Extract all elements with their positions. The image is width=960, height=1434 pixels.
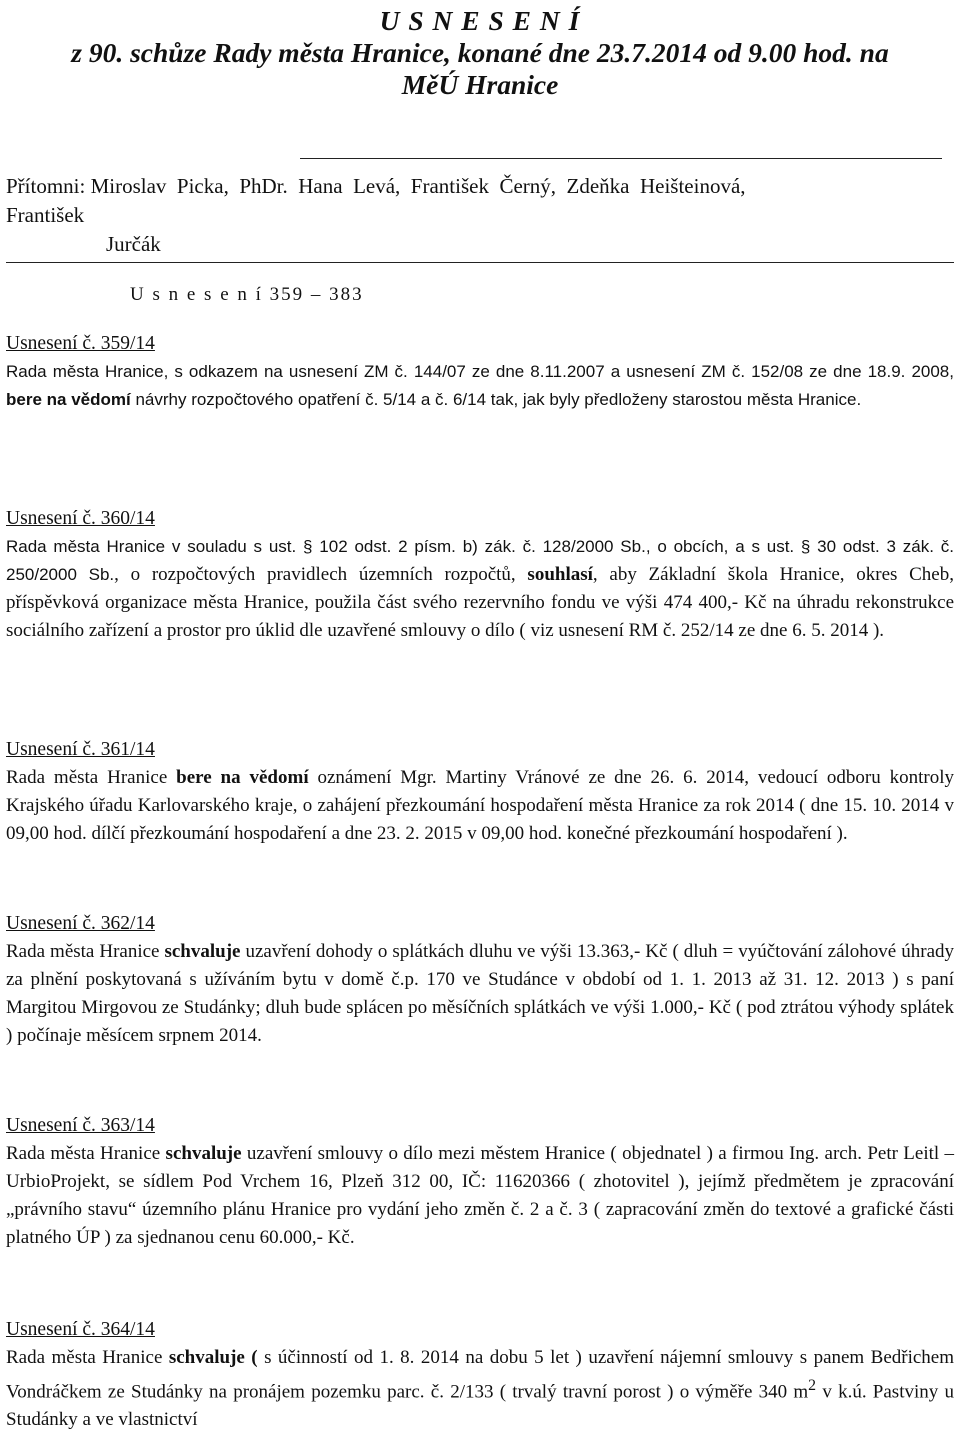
resolution-title: Usnesení č. 359/14	[6, 333, 155, 354]
resolution-text: Rada města Hranice v souladu s ust. § 102 odst. 2 písm. b) zák. č. 128/2000 Sb., o obcích, a s ust. § 30 odst. 3 zák. č. 250/2000 Sb.	[6, 537, 954, 584]
meeting-location: MěÚ Hranice	[401, 69, 559, 100]
attendees-line-2: František	[6, 203, 85, 227]
resolution-body	[6, 764, 954, 848]
resolution-text: Rada města Hranice	[6, 1347, 169, 1368]
resolution-title: Usnesení č. 363/14	[6, 1115, 155, 1136]
resolution-text: oznámení Mgr. Martiny Vránové ze dne 26. 6. 2014, vedoucí odboru kontroly Krajského úřadu Karlovarského kraje, o zahájení přezkoumání hospodaření města Hranice za rok 2014 ( dne 15. 10. 2014 v 09,00 hod. dílčí přezkoumání hospodaření a dne 23. 2. 2015 v 09,00 hod. konečné přezkoumání hospodaření ).	[6, 767, 955, 844]
resolution-verb: schvaluje	[164, 941, 241, 962]
resolution-title: Usnesení č. 361/14	[6, 739, 155, 760]
superscript: 2	[808, 1377, 817, 1394]
resolution-text: uzavření dohody o splátkách dluhu ve výši 13.363,- Kč ( dluh = vyúčtování zálohové úhrady za plnění poskytovaná s užíváním bytu v domě č.p. 170 ve Studánce v období od 1. 1. 2013 až 31. 12. 2013 ) s paní Margitou Mirgovou ze Studánky; dluh bude splácen po měsíčních splátkách ve výši 1.000,- Kč ( pod ztrátou výhody splátek ) počínaje měsícem srpnem 2014.	[6, 941, 954, 1046]
resolution-363	[6, 1112, 954, 1252]
resolution-body	[6, 1140, 954, 1252]
resolution-body	[6, 533, 954, 645]
resolution-title: Usnesení č. 360/14	[6, 508, 155, 529]
top-rule	[300, 158, 942, 159]
attendees-line-3: Jurčák	[106, 232, 161, 256]
resolution-362	[6, 910, 954, 1050]
resolution-359	[6, 330, 954, 414]
resolution-text: Rada města Hranice, s odkazem na usnesení ZM č. 144/07 ze dne 8.11.2007 a usnesení ZM č. 152/08 ze dne 18.9. 2008,	[6, 362, 954, 381]
resolution-verb: bere na vědomí	[6, 390, 131, 409]
resolution-verb: bere na vědomí	[176, 767, 309, 788]
document-title: U S N E S E N Í	[379, 5, 581, 36]
resolution-verb: schvaluje (	[168, 1347, 258, 1368]
resolution-body	[6, 1344, 954, 1434]
attendees-line-1: Přítomni: Miroslav Picka, PhDr. Hana Levá, František Černý, Zdeňka Heišteinová,	[6, 174, 746, 198]
attendees-rule	[6, 262, 954, 263]
resolution-verb: souhlasí	[527, 564, 593, 585]
resolution-text: Rada města Hranice	[6, 941, 165, 962]
resolution-text: uzavření smlouvy o dílo mezi městem Hranice ( objednatel ) a firmou Ing. arch. Petr Leitl – UrbioProjekt, se sídlem Pod Vrchem 16, Plzeň 312 00, IČ: 11620366 ( zhotovitel ), jejímž předmětem je zpracování „právního stavu“ územního plánu Hranice pro vydání jeho změn č. 2 a č. 3 ( zapracování změn do textové a grafické části platného ÚP ) za sjednanou cenu 60.000,- Kč.	[6, 1143, 955, 1248]
resolution-body	[6, 358, 954, 414]
resolution-range: U s n e s e n í 359 – 383	[130, 284, 364, 305]
resolution-361	[6, 736, 954, 848]
resolution-text: Rada města Hranice	[6, 1143, 166, 1164]
meeting-info: z 90. schůze Rady města Hranice, konané dne 23.7.2014 od 9.00 hod. na	[71, 37, 889, 68]
resolution-text: Rada města Hranice	[6, 767, 177, 788]
resolution-text: , o rozpočtových pravidlech územních rozpočtů,	[114, 564, 528, 585]
resolution-360	[6, 505, 954, 645]
resolution-title: Usnesení č. 364/14	[6, 1319, 155, 1340]
resolution-text: návrhy rozpočtového opatření č. 5/14 a č. 6/14 tak, jak byly předloženy starostou města Hranice.	[130, 390, 862, 409]
resolution-verb: schvaluje	[165, 1143, 242, 1164]
resolution-364	[6, 1316, 954, 1434]
resolution-body	[6, 938, 954, 1050]
resolution-text: v k.ú. Pastviny u Studánky a ve vlastnictví	[6, 1381, 955, 1431]
resolution-text: , aby Základní škola Hranice, okres Cheb, příspěvková organizace města Hranice, použila část svého rezervního fondu ve výši 474 400,- Kč na úhradu rekonstrukce sociálního zařízení a prostor pro úklid dle uzavřené smlouvy o dílo ( viz usnesení RM č. 252/14 ze dne 6. 5. 2014 ).	[6, 564, 954, 641]
resolution-text: s účinností od 1. 8. 2014 na dobu 5 let ) uzavření nájemní smlouvy s panem Bedřichem Vondráčkem ze Studánky na pronájem pozemku parc. č. 2/133 ( trvalý travní porost ) o výměře 340 m	[6, 1347, 955, 1403]
resolution-title: Usnesení č. 362/14	[6, 913, 155, 934]
